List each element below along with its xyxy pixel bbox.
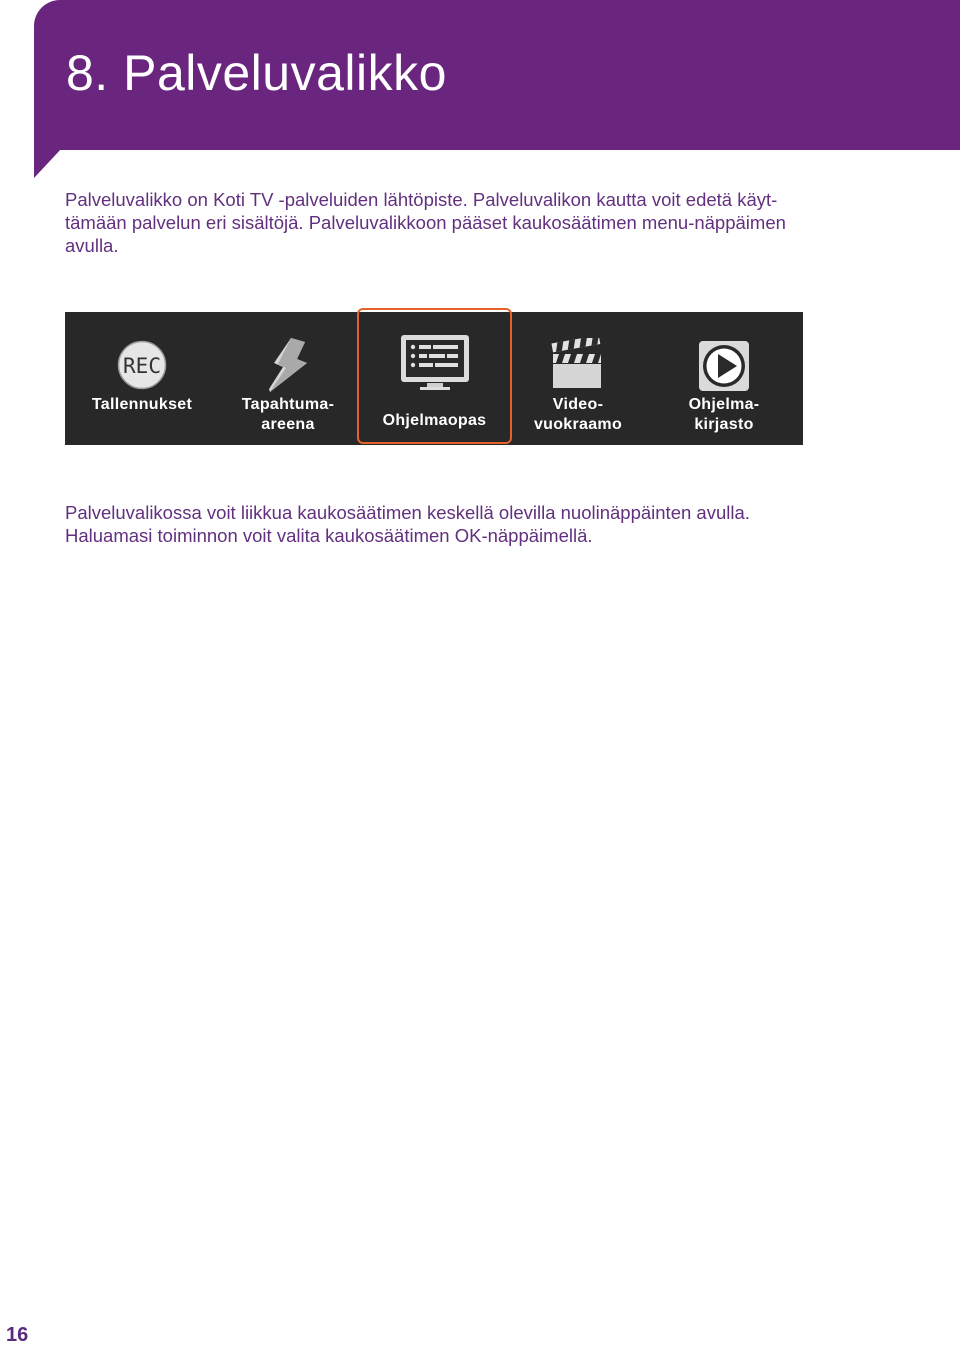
clapperboard-icon (551, 338, 605, 390)
menu-label: Ohjelmaopas (382, 412, 487, 429)
rec-icon (117, 340, 167, 390)
page-title: 8. Palveluvalikko (66, 45, 447, 101)
page-number: 16 (6, 1324, 29, 1346)
menu-label: Tallennukset (91, 396, 193, 413)
menu-item-videovuokraamo[interactable] (507, 312, 649, 445)
header-tab-corner (34, 148, 62, 178)
menu-item-tallennukset[interactable] (71, 312, 213, 445)
play-icon (698, 340, 750, 392)
tv-guide-icon (400, 334, 470, 392)
menu-label: Tapahtuma- areena (241, 396, 335, 433)
service-menu (65, 312, 803, 445)
navigation-paragraph: Palveluvalikossa voit liikkua kaukosäätimen keskellä olevilla nuolinäppäinten avulla. Haluamasi toiminnon voit valita kaukosäätimen OK-näppäimellä. (65, 502, 750, 546)
lightning-icon (266, 337, 310, 393)
rec-icon-text: REC (123, 354, 161, 378)
menu-label: Ohjelma- kirjasto (688, 396, 760, 433)
menu-item-ohjelmakirjasto[interactable] (653, 312, 795, 445)
menu-label: Video- vuokraamo (533, 396, 623, 433)
menu-item-tapahtuma-areena[interactable] (217, 312, 359, 445)
menu-item-ohjelmaopas[interactable] (357, 308, 512, 444)
intro-paragraph: Palveluvalikko on Koti TV -palveluiden lähtöpiste. Palveluvalikon kautta voit edetä käyt- tämään palvelun eri sisältöjä. Palveluvalikkoon pääset kaukosäätimen menu-näppäimen avulla. (65, 189, 786, 256)
